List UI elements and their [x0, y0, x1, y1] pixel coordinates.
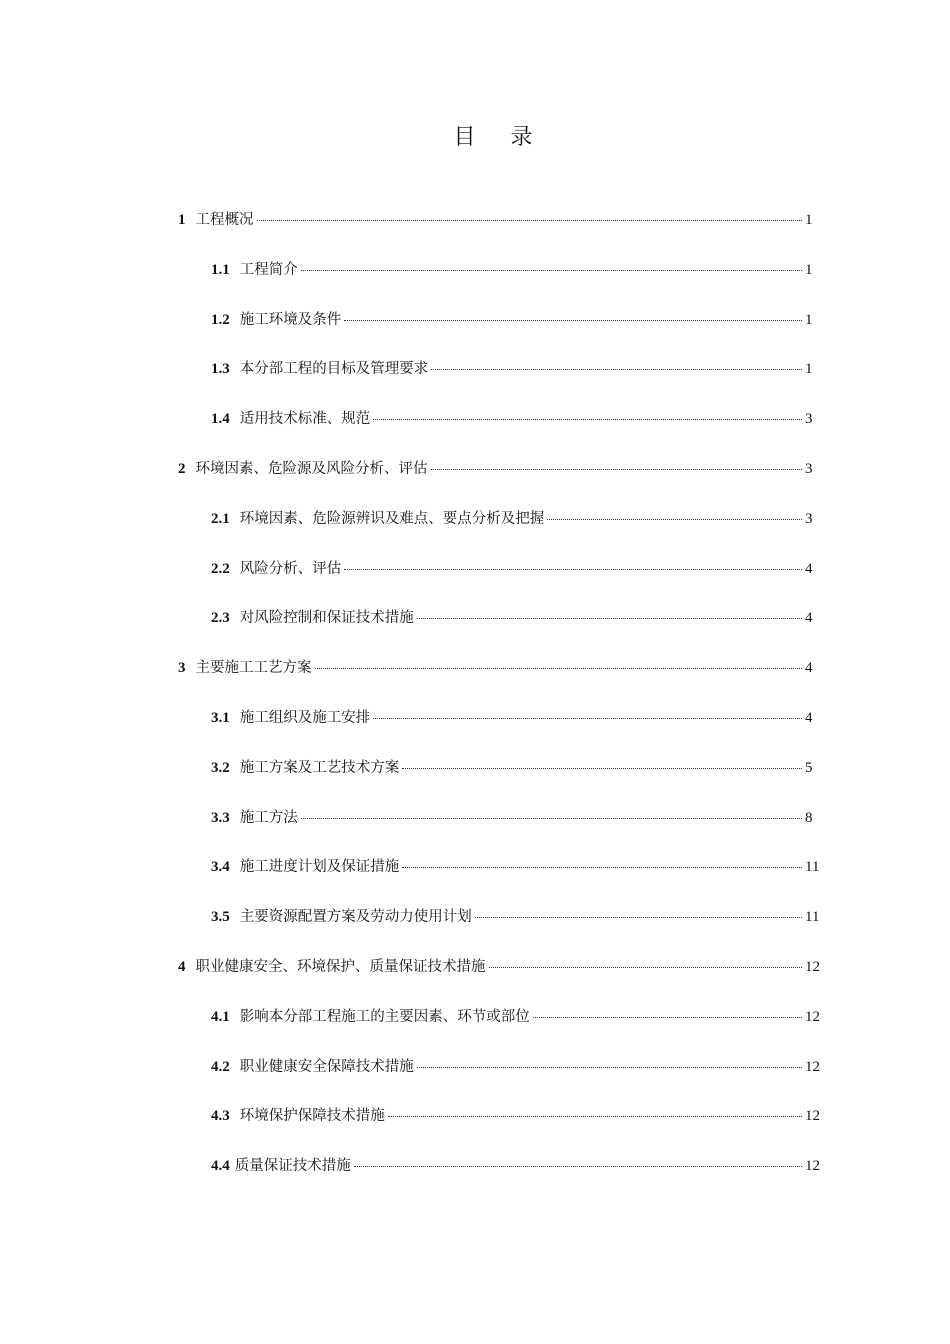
toc-entry-number: 1 — [178, 212, 186, 228]
toc-entry-number: 4.4 — [211, 1158, 230, 1175]
toc-entry-label: 工程简介 — [239, 261, 298, 278]
toc-entry-label: 职业健康安全、环境保护、质量保证技术措施 — [195, 958, 486, 975]
toc-entry-number: 2 — [178, 460, 186, 477]
toc-entry-label: 施工进度计划及保证措施 — [239, 859, 400, 876]
toc-entry-number: 3 — [178, 660, 186, 677]
dot-leader — [475, 917, 802, 918]
toc-entry-page: 12 — [805, 1058, 820, 1075]
toc-entry-2-1[interactable] — [0, 507, 950, 557]
toc-entry-3-5[interactable] — [0, 905, 950, 955]
toc-entry-label: 影响本分部工程施工的主要因素、环节或部位 — [239, 1008, 530, 1025]
toc-entry-2[interactable] — [0, 457, 950, 507]
toc-entry-3-1[interactable] — [0, 706, 950, 756]
toc-entry-number: 1.4 — [211, 411, 230, 428]
toc-entry-1-1[interactable] — [0, 258, 950, 308]
toc-entry-page: 4 — [805, 660, 813, 677]
dot-leader — [315, 668, 803, 669]
toc-entry-1-4[interactable] — [0, 407, 950, 457]
toc-entry-4-3[interactable] — [0, 1104, 950, 1154]
toc-entry-4-4[interactable] — [0, 1154, 950, 1204]
toc-entry-page: 3 — [805, 411, 813, 428]
toc-entry-page: 4 — [805, 709, 813, 726]
toc-entry-label: 环境保护保障技术措施 — [239, 1108, 385, 1125]
toc-entry-label: 职业健康安全保障技术措施 — [239, 1058, 414, 1075]
toc-entry-page: 11 — [805, 859, 820, 876]
toc-entry-number: 4.1 — [211, 1008, 230, 1025]
dot-leader — [373, 419, 802, 420]
dot-leader — [402, 867, 802, 868]
table-of-contents — [0, 208, 950, 1204]
toc-entry-3-4[interactable] — [0, 855, 950, 905]
toc-entry-number: 2.1 — [211, 510, 230, 527]
toc-entry-number: 1.1 — [211, 261, 230, 278]
toc-entry-4-2[interactable] — [0, 1055, 950, 1105]
toc-entry-label: 风险分析、评估 — [239, 560, 342, 577]
toc-entry-number: 3.4 — [211, 859, 230, 876]
toc-entry-label: 工程概况 — [195, 212, 254, 228]
dot-leader — [402, 768, 802, 769]
toc-entry-label: 对风险控制和保证技术措施 — [239, 610, 414, 627]
dot-leader — [431, 469, 803, 470]
dot-leader — [388, 1116, 802, 1117]
toc-entry-4-1[interactable] — [0, 1005, 950, 1055]
dot-leader — [344, 320, 802, 321]
toc-entry-1-3[interactable] — [0, 357, 950, 407]
dot-leader — [344, 569, 802, 570]
toc-entry-page: 1 — [805, 361, 813, 378]
toc-entry-2-3[interactable] — [0, 606, 950, 656]
toc-entry-4[interactable] — [0, 955, 950, 1005]
toc-title: 目 录 — [453, 125, 547, 150]
toc-entry-page: 8 — [805, 809, 813, 826]
toc-entry-label: 施工方法 — [239, 809, 298, 826]
toc-entry-page: 1 — [805, 212, 813, 228]
dot-leader — [431, 369, 802, 370]
toc-entry-page: 1 — [805, 261, 813, 278]
dot-leader — [301, 818, 802, 819]
toc-entry-page: 11 — [805, 909, 820, 926]
toc-entry-number: 2.2 — [211, 560, 230, 577]
toc-entry-page: 5 — [805, 759, 813, 776]
toc-entry-page: 12 — [805, 1108, 820, 1125]
toc-entry-number: 4 — [178, 958, 186, 975]
dot-leader — [533, 1017, 802, 1018]
toc-entry-number: 3.2 — [211, 759, 230, 776]
dot-leader — [417, 1067, 802, 1068]
toc-entry-page: 12 — [805, 1158, 820, 1175]
toc-entry-number: 3.3 — [211, 809, 230, 826]
toc-entry-page: 4 — [805, 610, 813, 627]
toc-entry-number: 4.3 — [211, 1108, 230, 1125]
toc-entry-2-2[interactable] — [0, 557, 950, 607]
toc-entry-label: 环境因素、危险源辨识及难点、要点分析及把握 — [239, 510, 545, 527]
toc-entry-1-2[interactable] — [0, 308, 950, 358]
toc-entry-number: 3.5 — [211, 909, 230, 926]
toc-entry-label: 主要施工工艺方案 — [195, 660, 312, 677]
toc-entry-number: 4.2 — [211, 1058, 230, 1075]
dot-leader — [354, 1166, 802, 1167]
toc-entry-page: 3 — [805, 510, 813, 527]
toc-entry-3-3[interactable] — [0, 806, 950, 856]
toc-entry-page: 3 — [805, 460, 813, 477]
toc-entry-label: 施工方案及工艺技术方案 — [239, 759, 400, 776]
toc-entry-label: 主要资源配置方案及劳动力使用计划 — [239, 909, 472, 926]
toc-entry-number: 1.2 — [211, 311, 230, 328]
dot-leader — [373, 718, 802, 719]
toc-entry-label: 质量保证技术措施 — [234, 1158, 351, 1175]
toc-entry-3-2[interactable] — [0, 756, 950, 806]
toc-entry-label: 本分部工程的目标及管理要求 — [239, 361, 429, 378]
toc-entry-3[interactable] — [0, 656, 950, 706]
dot-leader — [417, 618, 802, 619]
toc-entry-label: 施工组织及施工安排 — [239, 709, 371, 726]
dot-leader — [257, 220, 803, 221]
dot-leader — [301, 270, 802, 271]
toc-entry-number: 1.3 — [211, 361, 230, 378]
toc-entry-page: 4 — [805, 560, 813, 577]
dot-leader — [489, 967, 803, 968]
toc-entry-label: 环境因素、危险源及风险分析、评估 — [195, 460, 428, 477]
toc-entry-page: 12 — [805, 958, 820, 975]
toc-entry-page: 12 — [805, 1008, 820, 1025]
toc-entry-page: 1 — [805, 311, 813, 328]
toc-entry-label: 适用技术标准、规范 — [239, 411, 371, 428]
toc-entry-1[interactable] — [0, 208, 950, 258]
toc-entry-number: 3.1 — [211, 709, 230, 726]
toc-entry-label: 施工环境及条件 — [239, 311, 342, 328]
dot-leader — [547, 519, 802, 520]
toc-entry-number: 2.3 — [211, 610, 230, 627]
